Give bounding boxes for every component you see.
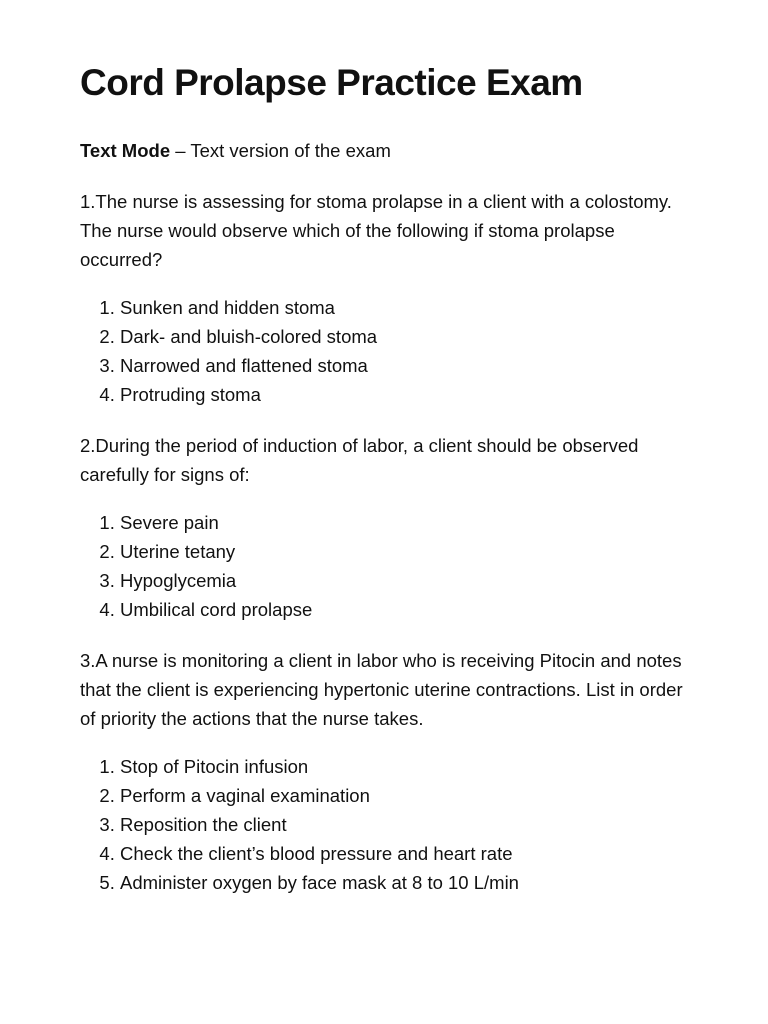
question-2-text: 2.During the period of induction of labor, a client should be observed carefully for signs of: bbox=[80, 435, 639, 485]
question-1-option-1: 1. Sunken and hidden stoma bbox=[120, 293, 698, 322]
question-2-option-4: 4. Umbilical cord prolapse bbox=[120, 595, 698, 624]
question-3-option-5: 5. Administer oxygen by face mask at 8 to 10 L/min bbox=[120, 868, 698, 897]
question-3-option-2: 2. Perform a vaginal examination bbox=[120, 781, 698, 810]
question-1-option-4: 4. Protruding stoma bbox=[120, 380, 698, 409]
question-3-options bbox=[80, 752, 698, 897]
question-2-options bbox=[80, 508, 698, 624]
question-1-option-3: 3. Narrowed and flattened stoma bbox=[120, 351, 698, 380]
question-2-option-1: 1. Severe pain bbox=[120, 508, 698, 537]
question-1-options bbox=[80, 293, 698, 409]
question-2-option-2: 2. Uterine tetany bbox=[120, 537, 698, 566]
question-3-option-1: 1. Stop of Pitocin infusion bbox=[120, 752, 698, 781]
question-1-option-2: 2. Dark- and bluish-colored stoma bbox=[120, 322, 698, 351]
mode-description: – Text version of the exam bbox=[170, 140, 391, 161]
question-1-text: 1.The nurse is assessing for stoma prolapse in a client with a colostomy. The nurse would observe which of the following if stoma prolapse occurred? bbox=[80, 191, 672, 270]
question-3-option-4: 4. Check the client’s blood pressure and heart rate bbox=[120, 839, 698, 868]
page-title: Cord Prolapse Practice Exam bbox=[80, 62, 583, 103]
question-2-option-3: 3. Hypoglycemia bbox=[120, 566, 698, 595]
question-3-option-3: 3. Reposition the client bbox=[120, 810, 698, 839]
mode-line bbox=[80, 136, 698, 165]
question-3-text: 3.A nurse is monitoring a client in labor who is receiving Pitocin and notes that the client is experiencing hypertonic uterine contractions. List in order of priority the actions that the nurse takes. bbox=[80, 650, 683, 729]
mode-label: Text Mode bbox=[80, 140, 171, 161]
